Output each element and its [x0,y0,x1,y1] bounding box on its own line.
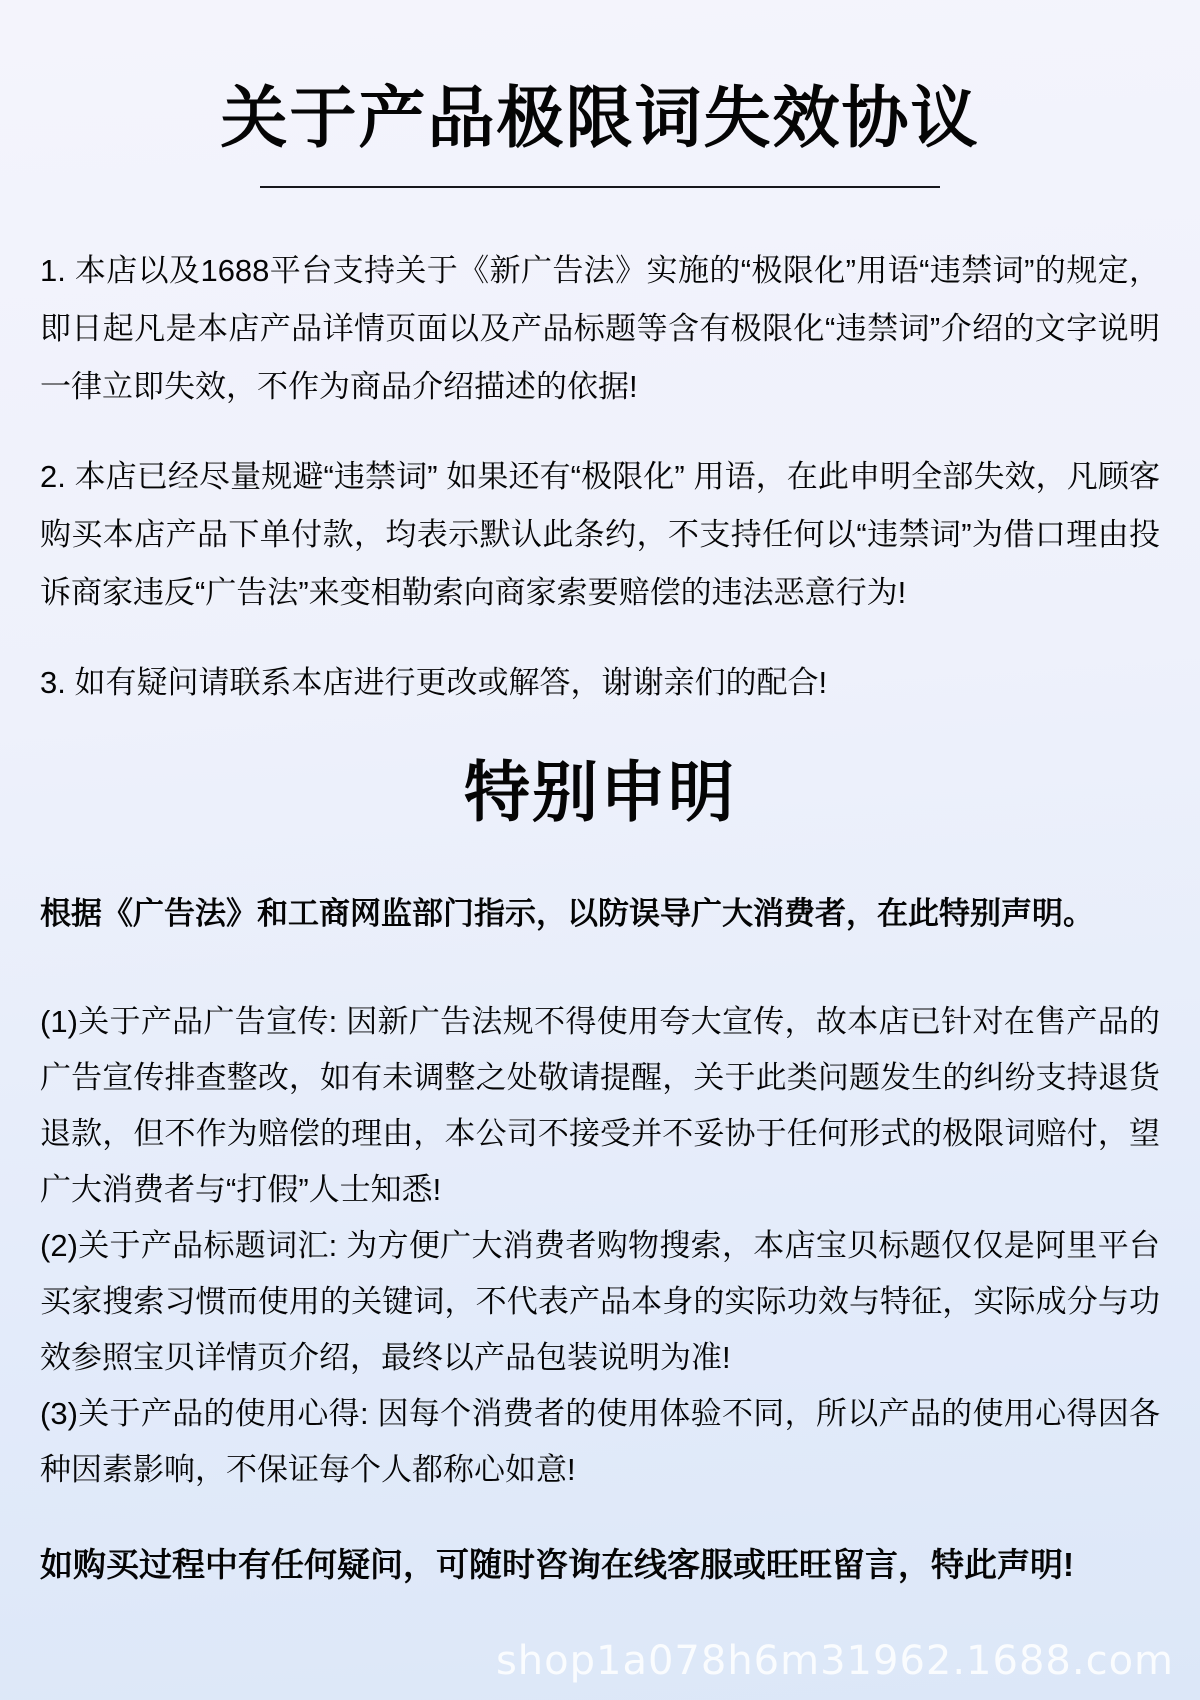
agreement-paragraph-2: 2. 本店已经尽量规避“违禁词” 如果还有“极限化” 用语，在此申明全部失效，凡顾客购买本店产品下单付款，均表示默认此条约，不支持任何以“违禁词”为借口理由投诉商家违反“广告法”来变相勒索向商家索要赔偿的违法恶意行为! [40,458,1160,610]
statement-paragraph-2: (2)关于产品标题词汇: 为方便广大消费者购物搜索，本店宝贝标题仅仅是阿里平台买家搜索习惯而使用的关键词，不代表产品本身的实际功效与特征，实际成分与功效参照宝贝详情页介绍，最终以产品包装说明为准! [40,1228,1160,1376]
closing-statement: 如购买过程中有任何疑问，可随时咨询在线客服或旺旺留言，特此声明! [40,1546,1074,1584]
special-statement-title: 特别申明 [464,754,736,829]
agreement-paragraph-3: 3. 如有疑问请联系本店进行更改或解答，谢谢亲们的配合! [40,664,828,700]
page-title: 关于产品极限词失效协议 [220,81,980,156]
statement-paragraph-3: (3)关于产品的使用心得: 因每个消费者的使用体验不同，所以产品的使用心得因各种因素影响，不保证每个人都称心如意! [40,1396,1160,1488]
statement-paragraph-1: (1)关于产品广告宣传: 因新广告法规不得使用夸大宣传，故本店已针对在售产品的广告宣传排查整改，如有未调整之处敬请提醒，关于此类问题发生的纠纷支持退货退款，但不作为赔偿的理由，本公司不接受并不妥协于任何形式的极限词赔付，望广大消费者与“打假”人士知悉! [40,1004,1160,1208]
statement-section [40,994,1160,1498]
statement-intro: 根据《广告法》和工商网监部门指示，以防误导广大消费者，在此特别声明。 [40,896,1094,932]
shop-url-watermark: shop1a078h6m31962.1688.com [495,1638,1174,1684]
agreement-paragraph-1: 1. 本店以及1688平台支持关于《新广告法》实施的“极限化”用语“违禁词”的规定，即日起凡是本店产品详情页面以及产品标题等含有极限化“违禁词”介绍的文字说明一律立即失效，不作为商品介绍描述的依据! [40,252,1160,404]
title-divider-line [260,186,940,188]
agreement-section [40,242,1160,712]
